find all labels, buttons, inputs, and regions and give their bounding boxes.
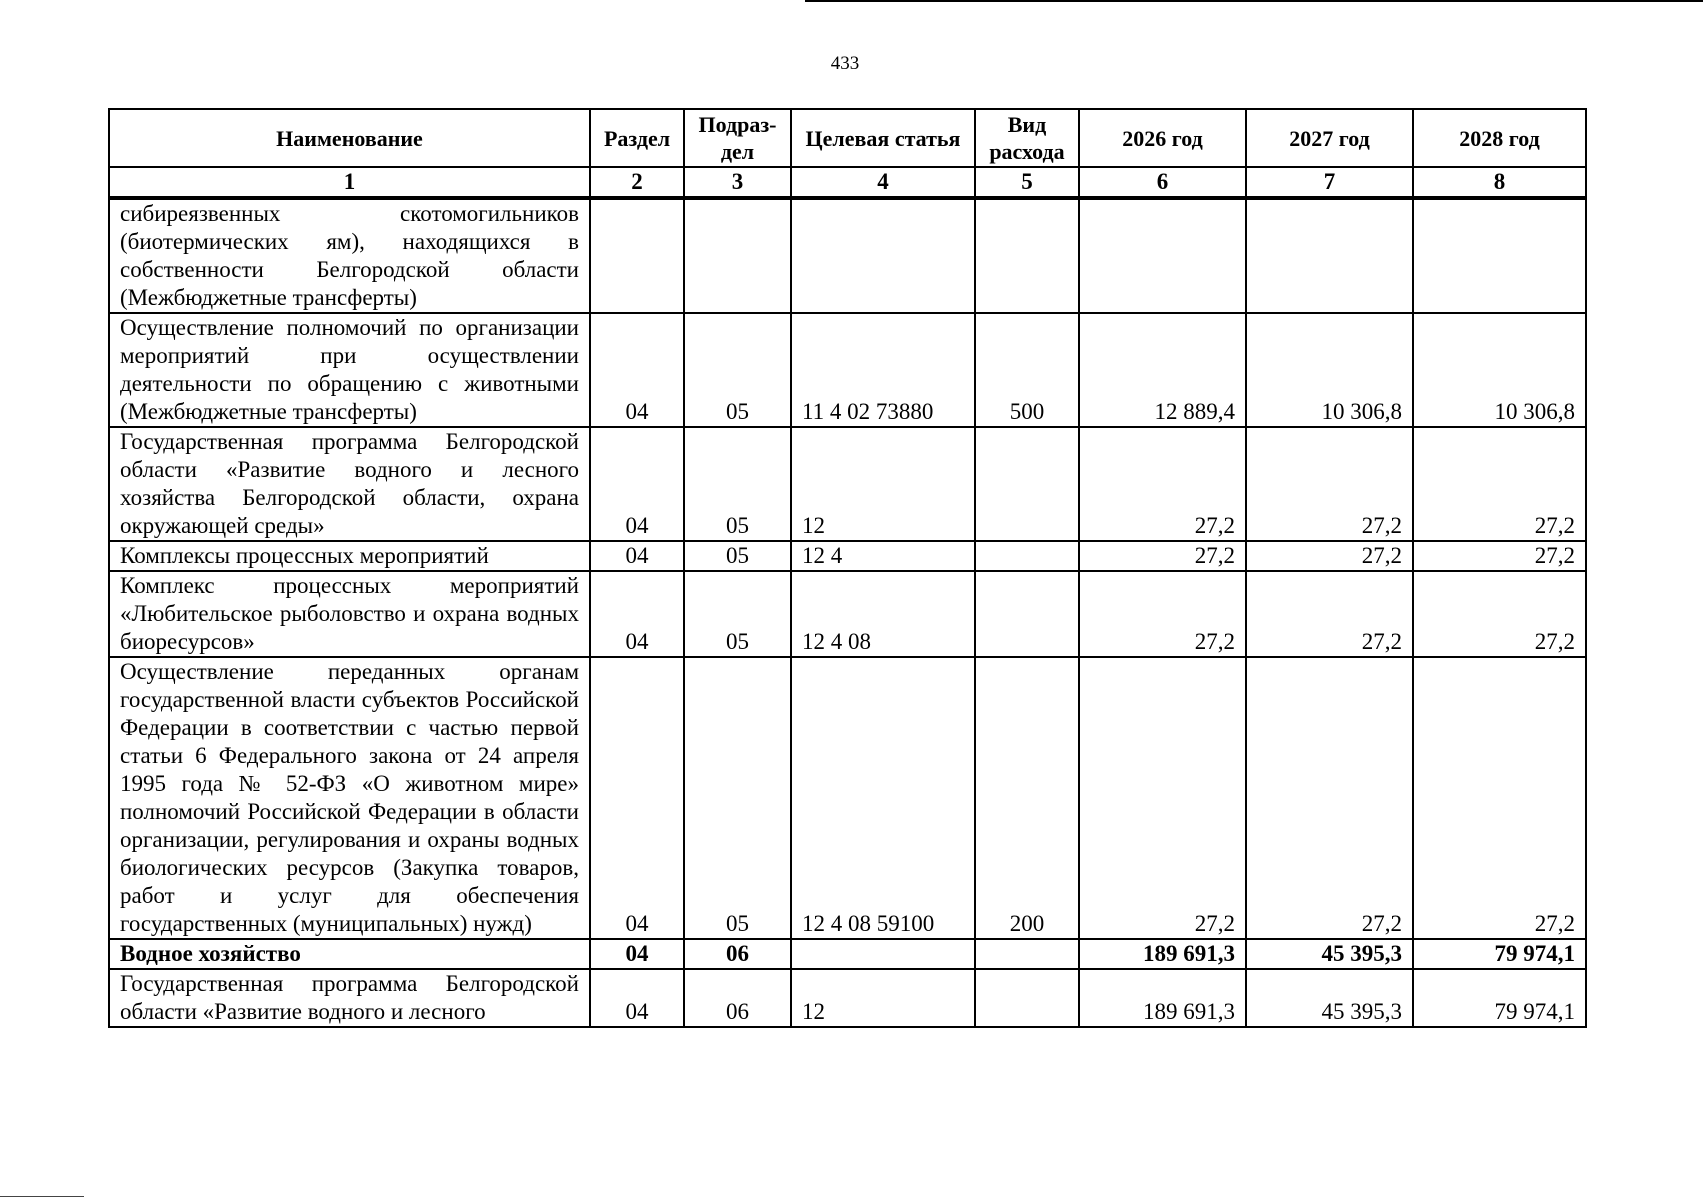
row-2027: 27,2 bbox=[1246, 541, 1413, 571]
row-name: Государственная программа Белгородской области «Развитие водного и лесного bbox=[109, 969, 590, 1027]
column-number: 4 bbox=[791, 167, 975, 198]
row-2028: 79 974,1 bbox=[1413, 969, 1586, 1027]
header-name: Наименование bbox=[109, 109, 590, 167]
row-statya bbox=[791, 939, 975, 969]
row-razdel: 04 bbox=[590, 657, 684, 939]
header-statya: Целевая статья bbox=[791, 109, 975, 167]
header-podrazdel: Подраз-дел bbox=[684, 109, 791, 167]
row-2026: 189 691,3 bbox=[1079, 969, 1246, 1027]
row-podrazdel: 05 bbox=[684, 657, 791, 939]
table-row bbox=[109, 571, 1586, 657]
row-podrazdel: 05 bbox=[684, 427, 791, 541]
row-vid bbox=[975, 198, 1079, 313]
row-name: Осуществление переданных органам государственной власти субъектов Российской Федерации в соответствии с частью первой статьи 6 Федерального закона от 24 апреля 1995 года № 52-ФЗ «О животном мире» полномочий Российской Федерации в области организации, регулирования и охраны водных биологических ресурсов (Закупка товаров, работ и услуг для обеспечения государственных (муниципальных) нужд) bbox=[109, 657, 590, 939]
row-2026: 27,2 bbox=[1079, 427, 1246, 541]
row-2027: 27,2 bbox=[1246, 571, 1413, 657]
row-2028 bbox=[1413, 198, 1586, 313]
row-2028: 27,2 bbox=[1413, 571, 1586, 657]
row-2026 bbox=[1079, 198, 1246, 313]
row-statya: 12 4 bbox=[791, 541, 975, 571]
budget-table bbox=[108, 108, 1587, 1028]
header-2026: 2026 год bbox=[1079, 109, 1246, 167]
row-name: Осуществление полномочий по организации мероприятий при осуществлении деятельности по обращению с животными (Межбюджетные трансферты) bbox=[109, 313, 590, 427]
row-statya: 12 bbox=[791, 427, 975, 541]
row-vid: 200 bbox=[975, 657, 1079, 939]
row-2026: 27,2 bbox=[1079, 541, 1246, 571]
row-2028: 27,2 bbox=[1413, 657, 1586, 939]
row-razdel bbox=[590, 198, 684, 313]
row-name: Комплексы процессных мероприятий bbox=[109, 541, 590, 571]
column-number: 7 bbox=[1246, 167, 1413, 198]
row-razdel: 04 bbox=[590, 571, 684, 657]
row-vid bbox=[975, 939, 1079, 969]
row-razdel: 04 bbox=[590, 427, 684, 541]
row-2026: 189 691,3 bbox=[1079, 939, 1246, 969]
row-razdel: 04 bbox=[590, 939, 684, 969]
row-name: Водное хозяйство bbox=[109, 939, 590, 969]
row-2026: 27,2 bbox=[1079, 657, 1246, 939]
row-name: Комплекс процессных мероприятий «Любительское рыболовство и охрана водных биоресурсов» bbox=[109, 571, 590, 657]
row-razdel: 04 bbox=[590, 969, 684, 1027]
table-row bbox=[109, 939, 1586, 969]
row-statya bbox=[791, 198, 975, 313]
column-number: 8 bbox=[1413, 167, 1586, 198]
row-podrazdel: 06 bbox=[684, 939, 791, 969]
header-vid: Вид расхода bbox=[975, 109, 1079, 167]
table-row bbox=[109, 198, 1586, 313]
column-number: 2 bbox=[590, 167, 684, 198]
row-vid: 500 bbox=[975, 313, 1079, 427]
row-2026: 12 889,4 bbox=[1079, 313, 1246, 427]
row-2028: 27,2 bbox=[1413, 427, 1586, 541]
row-podrazdel: 05 bbox=[684, 541, 791, 571]
column-number: 1 bbox=[109, 167, 590, 198]
row-name: сибиреязвенных скотомогильников (биотермических ям), находящихся в собственности Белгородской области (Межбюджетные трансферты) bbox=[109, 198, 590, 313]
row-podrazdel: 05 bbox=[684, 313, 791, 427]
row-2028: 27,2 bbox=[1413, 541, 1586, 571]
row-podrazdel: 05 bbox=[684, 571, 791, 657]
row-2027: 45 395,3 bbox=[1246, 969, 1413, 1027]
table-row bbox=[109, 313, 1586, 427]
row-razdel: 04 bbox=[590, 313, 684, 427]
row-2027: 45 395,3 bbox=[1246, 939, 1413, 969]
table-row bbox=[109, 541, 1586, 571]
table-row bbox=[109, 969, 1586, 1027]
row-podrazdel: 06 bbox=[684, 969, 791, 1027]
header-row bbox=[109, 109, 1586, 167]
row-statya: 12 4 08 59100 bbox=[791, 657, 975, 939]
row-2027 bbox=[1246, 198, 1413, 313]
page-number: 433 bbox=[830, 53, 860, 74]
row-2026: 27,2 bbox=[1079, 571, 1246, 657]
row-razdel: 04 bbox=[590, 541, 684, 571]
row-statya: 12 bbox=[791, 969, 975, 1027]
header-2027: 2027 год bbox=[1246, 109, 1413, 167]
column-number-row bbox=[109, 167, 1586, 198]
column-number: 6 bbox=[1079, 167, 1246, 198]
row-statya: 12 4 08 bbox=[791, 571, 975, 657]
header-razdel: Раздел bbox=[590, 109, 684, 167]
row-statya: 11 4 02 73880 bbox=[791, 313, 975, 427]
header-2028: 2028 год bbox=[1413, 109, 1586, 167]
row-vid bbox=[975, 969, 1079, 1027]
column-number: 5 bbox=[975, 167, 1079, 198]
row-2027: 27,2 bbox=[1246, 657, 1413, 939]
bottom-margin-mark bbox=[0, 1196, 84, 1197]
row-2028: 10 306,8 bbox=[1413, 313, 1586, 427]
row-vid bbox=[975, 541, 1079, 571]
row-vid bbox=[975, 571, 1079, 657]
row-podrazdel bbox=[684, 198, 791, 313]
row-name: Государственная программа Белгородской области «Развитие водного и лесного хозяйства Белгородской области, охрана окружающей среды» bbox=[109, 427, 590, 541]
column-number: 3 bbox=[684, 167, 791, 198]
row-2028: 79 974,1 bbox=[1413, 939, 1586, 969]
table-row bbox=[109, 427, 1586, 541]
row-2027: 27,2 bbox=[1246, 427, 1413, 541]
top-rule bbox=[805, 0, 1703, 2]
row-vid bbox=[975, 427, 1079, 541]
row-2027: 10 306,8 bbox=[1246, 313, 1413, 427]
table-row bbox=[109, 657, 1586, 939]
